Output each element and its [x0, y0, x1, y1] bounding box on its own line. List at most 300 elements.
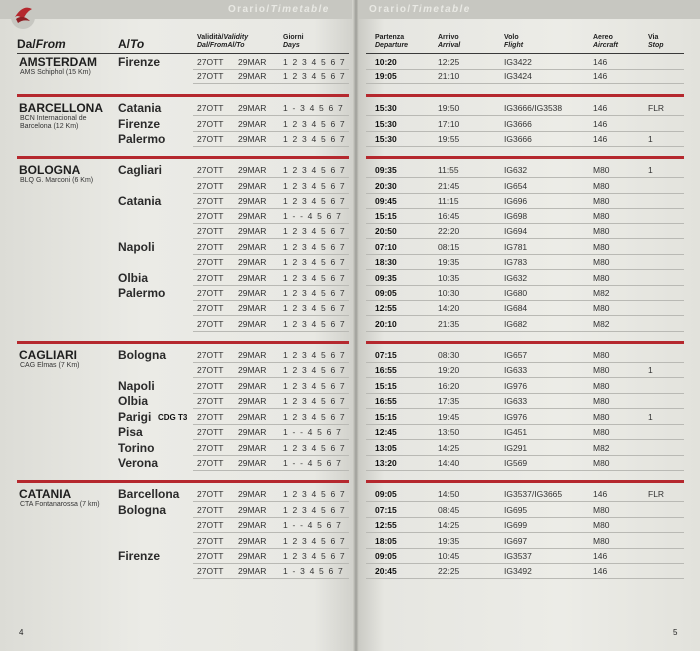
valid-to: 29MAR	[238, 303, 267, 313]
via-stop: 1	[648, 165, 653, 175]
arrival-time: 19:20	[438, 365, 460, 375]
destination-name: Napoli	[118, 240, 155, 254]
flight-number: IG783	[504, 257, 528, 267]
row-divider-right	[366, 455, 684, 456]
row-divider-left	[193, 578, 349, 579]
departure-time: 20:10	[375, 319, 397, 329]
flight-number: IG976	[504, 381, 528, 391]
operating-days: 1 - - 4 5 6 7	[283, 211, 343, 221]
destination-name: Palermo	[118, 286, 166, 300]
header-rule-right	[366, 53, 684, 54]
valid-from: 27OTT	[197, 566, 224, 576]
row-divider-left	[193, 115, 349, 116]
page-number-left: 4	[19, 628, 24, 637]
operating-days: 1 2 3 4 5 6 7	[283, 134, 346, 144]
valid-to: 29MAR	[238, 412, 267, 422]
row-divider-left	[193, 455, 349, 456]
arrival-time: 12:25	[438, 57, 460, 67]
arrival-en: Arrival	[438, 42, 461, 49]
operating-days: 1 2 3 4 5 6 7	[283, 181, 346, 191]
valid-from: 27OTT	[197, 396, 224, 406]
aircraft-type: M80	[593, 520, 610, 530]
departure-time: 15:30	[375, 103, 397, 113]
valid-to: 29MAR	[238, 319, 267, 329]
column-header-to	[118, 38, 144, 50]
via-stop: 1	[648, 134, 653, 144]
valid-from: 27OTT	[197, 350, 224, 360]
flight-number: IG696	[504, 196, 528, 206]
aircraft-it: Aereo	[593, 34, 613, 41]
aircraft-type: 146	[593, 119, 608, 129]
departure-time: 15:15	[375, 211, 397, 221]
via-stop: 1	[648, 365, 653, 375]
row-divider-left	[193, 377, 349, 378]
departure-time: 07:15	[375, 350, 397, 360]
arrival-time: 19:55	[438, 134, 460, 144]
row-divider-left	[193, 470, 349, 471]
aircraft-type: M82	[593, 319, 610, 329]
arrival-time: 16:20	[438, 381, 460, 391]
row-divider-right	[366, 254, 684, 255]
aircraft-type: M82	[593, 288, 610, 298]
row-divider-left	[193, 501, 349, 502]
via-stop: 1	[648, 412, 653, 422]
origin-airport: CTA Fontanarossa (7 km)	[20, 501, 100, 508]
row-divider-right	[366, 315, 684, 316]
row-divider-right	[366, 439, 684, 440]
arrival-time: 17:10	[438, 119, 460, 129]
operating-days: 1 - - 4 5 6 7	[283, 427, 343, 437]
valid-from: 27OTT	[197, 196, 224, 206]
operating-days: 1 2 3 4 5 6 7	[283, 257, 346, 267]
arrival-time: 14:20	[438, 303, 460, 313]
row-divider-right	[366, 208, 684, 209]
row-divider-left	[193, 548, 349, 549]
section-rule-left	[17, 341, 349, 344]
to-it: A/	[118, 37, 130, 51]
destination-name: Catania	[118, 101, 162, 115]
to-en: To	[130, 37, 145, 51]
row-divider-right	[366, 223, 684, 224]
arrival-time: 21:10	[438, 71, 460, 81]
aircraft-en: Aircraft	[593, 42, 618, 49]
row-divider-left	[193, 146, 349, 147]
days-it: Giorni	[283, 34, 304, 41]
aircraft-type: M80	[593, 181, 610, 191]
valid-to: 29MAR	[238, 350, 267, 360]
row-divider-right	[366, 193, 684, 194]
operating-days: 1 2 3 4 5 6 7	[283, 119, 346, 129]
section-rule-right	[366, 480, 684, 483]
departure-time: 20:30	[375, 181, 397, 191]
operating-days: 1 2 3 4 5 6 7	[283, 273, 346, 283]
row-divider-left	[193, 131, 349, 132]
arrival-it: Arrivo	[438, 34, 459, 41]
flight-number: IG3666	[504, 134, 532, 144]
arrival-time: 14:25	[438, 520, 460, 530]
valid-from: 27OTT	[197, 551, 224, 561]
valid-to: 29MAR	[238, 273, 267, 283]
destination-name: Cagliari	[118, 163, 163, 177]
aircraft-type: M80	[593, 396, 610, 406]
origin-airport: BCN Internacional de	[20, 115, 87, 122]
book-gutter	[353, 0, 359, 651]
row-divider-left	[193, 193, 349, 194]
valid-from: 27OTT	[197, 520, 224, 530]
departure-time: 09:05	[375, 489, 397, 499]
arrival-time: 19:45	[438, 412, 460, 422]
valid-from: 27OTT	[197, 103, 224, 113]
flight-number: IG633	[504, 365, 528, 375]
stop-en: Stop	[648, 42, 664, 49]
arrival-time: 19:35	[438, 257, 460, 267]
valid-from: 27OTT	[197, 489, 224, 499]
aircraft-type: M80	[593, 242, 610, 252]
arrival-time: 14:25	[438, 443, 460, 453]
valid-from: 27OTT	[197, 165, 224, 175]
flight-number: IG3537/IG3665	[504, 489, 563, 499]
valid-to: 29MAR	[238, 288, 267, 298]
from-it: Da/	[17, 37, 36, 51]
flight-number: IG3537	[504, 551, 532, 561]
arrival-time: 17:35	[438, 396, 460, 406]
destination-name: Barcellona	[118, 487, 180, 501]
aircraft-type: M80	[593, 226, 610, 236]
right-header-title	[369, 4, 471, 15]
departure-it: Partenza	[375, 34, 405, 41]
aircraft-type: 146	[593, 551, 608, 561]
flight-number: IG697	[504, 536, 528, 546]
row-divider-right	[366, 501, 684, 502]
valid-to: 29MAR	[238, 134, 267, 144]
column-header-stop	[648, 34, 664, 50]
valid-to: 29MAR	[238, 396, 267, 406]
arrival-time: 14:50	[438, 489, 460, 499]
operating-days: 1 2 3 4 5 6 7	[283, 396, 346, 406]
operating-days: 1 - - 4 5 6 7	[283, 458, 343, 468]
arrival-time: 21:35	[438, 319, 460, 329]
row-divider-right	[366, 285, 684, 286]
valid-from: 27OTT	[197, 303, 224, 313]
departure-time: 15:15	[375, 381, 397, 391]
aircraft-type: M80	[593, 165, 610, 175]
row-divider-right	[366, 517, 684, 518]
departure-time: 15:15	[375, 412, 397, 422]
valid-to: 29MAR	[238, 536, 267, 546]
flight-number: IG976	[504, 412, 528, 422]
row-divider-right	[366, 377, 684, 378]
row-divider-left	[193, 223, 349, 224]
departure-time: 12:55	[375, 520, 397, 530]
aircraft-type: M80	[593, 381, 610, 391]
operating-days: 1 2 3 4 5 6 7	[283, 489, 346, 499]
row-divider-right	[366, 424, 684, 425]
row-divider-left	[193, 300, 349, 301]
valid-from: 27OTT	[197, 257, 224, 267]
row-divider-right	[366, 563, 684, 564]
valid-to: 29MAR	[238, 165, 267, 175]
valid-to: 29MAR	[238, 57, 267, 67]
operating-days: 1 2 3 4 5 6 7	[283, 226, 346, 236]
operating-days: 1 2 3 4 5 6 7	[283, 365, 346, 375]
flight-number: IG657	[504, 350, 528, 360]
row-divider-right	[366, 83, 684, 84]
flight-number: IG3666	[504, 119, 532, 129]
row-divider-left	[193, 393, 349, 394]
row-divider-right	[366, 532, 684, 533]
operating-days: 1 2 3 4 5 6 7	[283, 350, 346, 360]
row-divider-left	[193, 254, 349, 255]
departure-time: 15:30	[375, 119, 397, 129]
flight-number: IG682	[504, 319, 528, 329]
flight-number: IG3666/IG3538	[504, 103, 563, 113]
aircraft-type: M80	[593, 350, 610, 360]
row-divider-right	[366, 269, 684, 270]
row-divider-right	[366, 238, 684, 239]
from-en: From	[35, 37, 66, 51]
page-number-right: 5	[673, 628, 678, 637]
column-header-validity	[197, 34, 248, 50]
departure-time: 07:15	[375, 505, 397, 515]
row-divider-left	[193, 331, 349, 332]
flight-number: IG291	[504, 443, 528, 453]
valid-from: 27OTT	[197, 412, 224, 422]
aircraft-type: 146	[593, 134, 608, 144]
departure-time: 09:45	[375, 196, 397, 206]
departure-time: 12:55	[375, 303, 397, 313]
valid-to: 29MAR	[238, 458, 267, 468]
departure-time: 13:20	[375, 458, 397, 468]
flight-number: IG694	[504, 226, 528, 236]
flight-number: IG654	[504, 181, 528, 191]
departure-time: 18:05	[375, 536, 397, 546]
flight-it: Volo	[504, 34, 519, 41]
valid-from: 27OTT	[197, 273, 224, 283]
section-rule-right	[366, 94, 684, 97]
departure-time: 16:55	[375, 396, 397, 406]
departure-time: 09:35	[375, 165, 397, 175]
destination-name: Bologna	[118, 348, 166, 362]
arrival-time: 19:50	[438, 103, 460, 113]
operating-days: 1 2 3 4 5 6 7	[283, 505, 346, 515]
destination-name: Catania	[118, 194, 162, 208]
flight-number: IG698	[504, 211, 528, 221]
valid-to: 29MAR	[238, 119, 267, 129]
arrival-time: 10:30	[438, 288, 460, 298]
flight-number: IG3424	[504, 71, 532, 81]
valid-to: 29MAR	[238, 505, 267, 515]
validity-range: Dal/FromAl/To	[197, 42, 245, 49]
operating-days: 1 - 3 4 5 6 7	[283, 566, 344, 576]
valid-to: 29MAR	[238, 427, 267, 437]
arrival-time: 22:20	[438, 226, 460, 236]
row-divider-left	[193, 424, 349, 425]
valid-from: 27OTT	[197, 427, 224, 437]
departure-time: 10:20	[375, 57, 397, 67]
valid-to: 29MAR	[238, 489, 267, 499]
row-divider-left	[193, 362, 349, 363]
flight-number: IG684	[504, 303, 528, 313]
aircraft-type: M80	[593, 412, 610, 422]
row-divider-right	[366, 470, 684, 471]
destination-name: Parigi	[118, 410, 152, 424]
airline-logo-icon	[6, 2, 40, 32]
flight-number: IG3492	[504, 566, 532, 576]
departure-time: 20:45	[375, 566, 397, 576]
row-divider-left	[193, 269, 349, 270]
valid-to: 29MAR	[238, 181, 267, 191]
column-header-from	[17, 38, 66, 50]
aircraft-type: M80	[593, 427, 610, 437]
aircraft-type: M80	[593, 257, 610, 267]
right-header-title-it: Orario/	[369, 4, 412, 15]
via-stop: FLR	[648, 103, 665, 113]
aircraft-type: 146	[593, 566, 608, 576]
valid-from: 27OTT	[197, 71, 224, 81]
operating-days: 1 2 3 4 5 6 7	[283, 71, 346, 81]
valid-from: 27OTT	[197, 134, 224, 144]
section-rule-left	[17, 94, 349, 97]
flight-number: IG633	[504, 396, 528, 406]
column-header-flight	[504, 34, 523, 50]
valid-to: 29MAR	[238, 365, 267, 375]
row-divider-left	[193, 563, 349, 564]
valid-to: 29MAR	[238, 211, 267, 221]
arrival-time: 16:45	[438, 211, 460, 221]
operating-days: 1 2 3 4 5 6 7	[283, 57, 346, 67]
valid-from: 27OTT	[197, 458, 224, 468]
row-divider-left	[193, 408, 349, 409]
aircraft-type: M80	[593, 196, 610, 206]
section-rule-right	[366, 156, 684, 159]
destination-note: CDG T3	[158, 413, 188, 422]
operating-days: 1 2 3 4 5 6 7	[283, 381, 346, 391]
left-header-title-it: Orario/	[228, 4, 271, 15]
destination-name: Olbia	[118, 394, 149, 408]
aircraft-type: M82	[593, 443, 610, 453]
row-divider-right	[366, 146, 684, 147]
valid-from: 27OTT	[197, 505, 224, 515]
valid-from: 27OTT	[197, 119, 224, 129]
flight-en: Flight	[504, 42, 524, 49]
valid-from: 27OTT	[197, 57, 224, 67]
departure-en: Departure	[375, 42, 409, 49]
aircraft-type: 146	[593, 57, 608, 67]
validity-en: Validity	[223, 34, 249, 41]
arrival-time: 22:25	[438, 566, 460, 576]
valid-from: 27OTT	[197, 319, 224, 329]
validity-it: Validità/	[197, 34, 224, 41]
row-divider-left	[193, 83, 349, 84]
row-divider-right	[366, 362, 684, 363]
operating-days: 1 2 3 4 5 6 7	[283, 242, 346, 252]
departure-time: 09:05	[375, 551, 397, 561]
operating-days: 1 2 3 4 5 6 7	[283, 443, 346, 453]
row-divider-left	[193, 532, 349, 533]
valid-from: 27OTT	[197, 381, 224, 391]
operating-days: 1 2 3 4 5 6 7	[283, 412, 346, 422]
flight-number: IG695	[504, 505, 528, 515]
column-header-departure	[375, 34, 408, 50]
column-header-aircraft	[593, 34, 618, 50]
destination-name: Olbia	[118, 271, 149, 285]
valid-from: 27OTT	[197, 211, 224, 221]
row-divider-right	[366, 548, 684, 549]
destination-name: Pisa	[118, 425, 143, 439]
right-header-title-en: Timetable	[411, 4, 471, 15]
departure-time: 16:55	[375, 365, 397, 375]
valid-from: 27OTT	[197, 242, 224, 252]
row-divider-right	[366, 69, 684, 70]
destination-name: Napoli	[118, 379, 155, 393]
row-divider-left	[193, 208, 349, 209]
origin-city: BOLOGNA	[19, 163, 81, 177]
destination-name: Verona	[118, 456, 159, 470]
arrival-time: 08:45	[438, 505, 460, 515]
valid-to: 29MAR	[238, 551, 267, 561]
operating-days: 1 2 3 4 5 6 7	[283, 288, 346, 298]
row-divider-left	[193, 285, 349, 286]
aircraft-type: M80	[593, 505, 610, 515]
stop-it: Via	[648, 34, 659, 41]
column-header-arrival	[438, 34, 460, 50]
destination-name: Palermo	[118, 132, 166, 146]
valid-to: 29MAR	[238, 520, 267, 530]
flight-number: IG3422	[504, 57, 532, 67]
valid-from: 27OTT	[197, 288, 224, 298]
origin-airport: CAG Elmas (7 Km)	[20, 362, 80, 369]
row-divider-right	[366, 408, 684, 409]
flight-number: IG632	[504, 165, 528, 175]
left-header-title-en: Timetable	[270, 4, 330, 15]
destination-name: Firenze	[118, 55, 161, 69]
arrival-time: 08:30	[438, 350, 460, 360]
row-divider-left	[193, 439, 349, 440]
valid-from: 27OTT	[197, 226, 224, 236]
origin-city: BARCELLONA	[19, 101, 103, 115]
column-header-days	[283, 34, 304, 50]
section-rule-left	[17, 156, 349, 159]
operating-days: 1 2 3 4 5 6 7	[283, 165, 346, 175]
header-rule-left	[17, 53, 349, 54]
aircraft-type: M80	[593, 211, 610, 221]
aircraft-type: 146	[593, 71, 608, 81]
valid-from: 27OTT	[197, 365, 224, 375]
row-divider-left	[193, 315, 349, 316]
arrival-time: 19:35	[438, 536, 460, 546]
flight-number: IG569	[504, 458, 528, 468]
operating-days: 1 2 3 4 5 6 7	[283, 551, 346, 561]
flight-number: IG451	[504, 427, 528, 437]
departure-time: 13:05	[375, 443, 397, 453]
arrival-time: 13:50	[438, 427, 460, 437]
row-divider-right	[366, 131, 684, 132]
departure-time: 07:10	[375, 242, 397, 252]
origin-city: CAGLIARI	[19, 348, 77, 362]
valid-to: 29MAR	[238, 443, 267, 453]
flight-number: IG680	[504, 288, 528, 298]
departure-time: 19:05	[375, 71, 397, 81]
destination-name: Firenze	[118, 549, 161, 563]
operating-days: 1 2 3 4 5 6 7	[283, 319, 346, 329]
origin-airport: BLQ G. Marconi (6 Km)	[20, 177, 94, 184]
days-en: Days	[283, 42, 300, 49]
operating-days: 1 2 3 4 5 6 7	[283, 303, 346, 313]
aircraft-type: 146	[593, 489, 608, 499]
aircraft-type: M80	[593, 303, 610, 313]
flight-number: IG632	[504, 273, 528, 283]
departure-time: 20:50	[375, 226, 397, 236]
